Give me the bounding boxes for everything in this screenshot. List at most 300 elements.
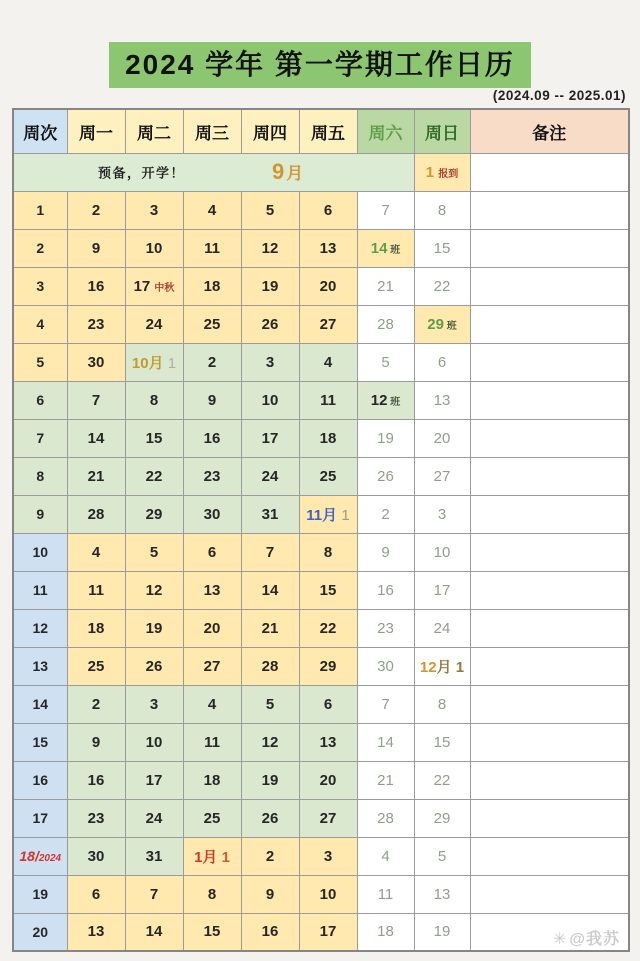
day-cell	[125, 191, 183, 229]
cell-text: 3	[323, 847, 333, 865]
cell-text: 10	[145, 733, 163, 751]
cell-text: 24	[261, 467, 279, 485]
cell-text: 19	[32, 886, 49, 902]
day-cell	[241, 419, 299, 457]
cell-text: 20	[32, 923, 49, 940]
cell-text: 2	[91, 201, 101, 219]
day-cell	[241, 381, 299, 419]
day-cell	[67, 191, 125, 229]
cell-text: 21	[87, 467, 105, 485]
day-cell	[357, 685, 414, 723]
cell-text: 10	[433, 543, 451, 561]
day-cell	[299, 191, 357, 229]
day-cell	[414, 761, 470, 799]
cell-text: 23	[203, 467, 221, 485]
remark-cell	[470, 761, 629, 799]
cell-text: 28	[377, 809, 394, 827]
cell-text: 14	[87, 429, 105, 447]
cell-text: 10	[261, 391, 279, 409]
week-row	[13, 267, 629, 305]
col-header-sat: 周六	[357, 109, 414, 153]
day-cell	[414, 875, 470, 913]
cell-text: 2	[91, 695, 101, 713]
cell-text: 17	[319, 923, 337, 941]
day-cell	[183, 799, 241, 837]
cell-text: 16	[261, 923, 279, 941]
cell-text: 26	[145, 657, 163, 675]
cell-text: 9	[91, 239, 101, 257]
cell-text: 12	[32, 620, 49, 636]
week-row	[13, 837, 629, 875]
day-cell	[414, 685, 470, 723]
day-cell	[299, 647, 357, 685]
cell-text: 5	[381, 353, 390, 371]
week-cell	[13, 571, 67, 609]
week-cell	[13, 305, 67, 343]
day-cell	[241, 191, 299, 229]
day-cell	[125, 913, 183, 951]
cell-text: 14	[32, 696, 49, 712]
week-row	[13, 647, 629, 685]
day-cell	[299, 381, 357, 419]
day-cell	[67, 457, 125, 495]
watermark-text: @我苏	[569, 931, 620, 948]
cell-text: 31	[261, 505, 279, 523]
cell-text: 12	[419, 658, 437, 676]
cell-text: 4	[323, 353, 333, 371]
day-cell	[299, 343, 357, 381]
day-cell	[67, 837, 125, 875]
week-cell	[13, 875, 67, 913]
cell-text: 11	[204, 733, 220, 751]
day-cell	[414, 609, 470, 647]
day-cell	[357, 723, 414, 761]
cell-text: 20	[319, 771, 337, 789]
day-cell	[357, 571, 414, 609]
cell-text: 9	[265, 885, 275, 903]
cell-text: 11	[32, 582, 48, 598]
day-cell	[299, 229, 357, 267]
cell-text: 11	[377, 885, 394, 903]
cell-text: 22	[433, 277, 451, 295]
cell-text: 24	[145, 809, 163, 827]
cell-text: 3	[149, 695, 159, 713]
week-row	[13, 305, 629, 343]
cell-text: 10	[145, 239, 163, 257]
day-cell	[183, 457, 241, 495]
cell-text: 7	[381, 695, 390, 713]
day-cell	[241, 685, 299, 723]
week-cell	[13, 533, 67, 571]
cell-text: 6	[323, 201, 333, 219]
day-cell	[357, 609, 414, 647]
day-cell	[125, 381, 183, 419]
week-cell	[13, 761, 67, 799]
cell-text: 12	[370, 391, 388, 409]
col-header-sun: 周日	[414, 109, 470, 153]
cell-text: 8	[323, 543, 333, 561]
day-cell	[125, 609, 183, 647]
day-cell	[241, 533, 299, 571]
cell-text: 班	[387, 244, 401, 256]
cell-text: 9	[207, 391, 217, 409]
cell-text: 3	[36, 278, 45, 294]
day-cell	[125, 723, 183, 761]
cell-text: 18	[377, 923, 394, 941]
cell-text: 4	[91, 543, 101, 561]
week-row	[13, 761, 629, 799]
cell-text: 6	[91, 885, 101, 903]
remark-cell	[470, 381, 629, 419]
day-cell	[125, 267, 183, 305]
cell-text: 17	[261, 429, 279, 447]
day-cell-registration	[414, 153, 470, 191]
cell-text: 4	[207, 201, 217, 219]
day-cell	[299, 723, 357, 761]
remark-cell	[470, 685, 629, 723]
cell-text: 15	[145, 429, 163, 447]
week-cell	[13, 723, 67, 761]
remark-cell	[470, 875, 629, 913]
day-cell	[67, 761, 125, 799]
cell-text: 23	[87, 809, 105, 827]
day-cell	[67, 647, 125, 685]
cell-text: 20	[203, 619, 221, 637]
cell-text: 27	[319, 809, 337, 827]
cell-text: 15	[433, 733, 451, 751]
month-row	[13, 153, 629, 191]
cell-text: 13	[433, 885, 451, 903]
col-header-mon: 周一	[67, 109, 125, 153]
day-cell	[183, 837, 241, 875]
cell-text: 15	[433, 239, 451, 257]
day-cell	[414, 799, 470, 837]
cell-text: 5	[265, 695, 275, 713]
day-cell	[357, 457, 414, 495]
cell-text: 24	[145, 315, 163, 333]
day-cell	[241, 343, 299, 381]
cell-text: 28	[377, 315, 394, 333]
week-cell	[13, 685, 67, 723]
week-row	[13, 457, 629, 495]
day-cell	[414, 343, 470, 381]
cell-text: 18	[203, 277, 221, 295]
day-cell	[183, 533, 241, 571]
day-cell	[241, 267, 299, 305]
cell-text: 25	[203, 809, 221, 827]
remark-cell	[470, 571, 629, 609]
day-cell	[125, 647, 183, 685]
cell-text: 15	[319, 581, 337, 599]
cell-text: 10	[131, 354, 149, 372]
cell-text: 3	[149, 201, 159, 219]
week-cell	[13, 267, 67, 305]
week-row	[13, 191, 629, 229]
cell-text: 3	[265, 353, 275, 371]
cell-text: 13	[319, 733, 337, 751]
day-cell	[357, 799, 414, 837]
cell-text: 5	[265, 201, 275, 219]
cell-text: 14	[377, 733, 394, 751]
cell-text: 6	[36, 392, 45, 408]
col-header-fri: 周五	[299, 109, 357, 153]
col-header-tue: 周二	[125, 109, 183, 153]
week-cell	[13, 647, 67, 685]
day-cell	[357, 229, 414, 267]
cell-text: 月	[202, 848, 218, 866]
cell-text: 3	[437, 505, 447, 523]
remark-cell	[470, 419, 629, 457]
cell-text: 8	[437, 695, 447, 713]
day-cell	[183, 913, 241, 951]
remark-cell	[470, 495, 629, 533]
col-header-week: 周次	[13, 109, 67, 153]
day-cell	[299, 685, 357, 723]
cell-text: 中秋	[154, 282, 175, 294]
cell-text: 1	[425, 163, 439, 181]
cell-text: 11	[204, 239, 220, 257]
day-cell	[357, 381, 414, 419]
week-cell	[13, 343, 67, 381]
day-cell	[67, 571, 125, 609]
cell-text: 11	[88, 581, 104, 599]
cell-text: 29	[145, 505, 163, 523]
cell-text: 27	[319, 315, 337, 333]
cell-text: 月	[148, 354, 164, 372]
month-label	[272, 159, 303, 185]
cell-text: 30	[87, 847, 105, 865]
cell-text: 1	[36, 202, 45, 218]
day-cell	[241, 723, 299, 761]
cell-text: 9	[36, 506, 45, 522]
day-cell	[67, 381, 125, 419]
month-unit: 月	[286, 164, 304, 183]
cell-text: 30	[203, 505, 221, 523]
day-cell	[67, 229, 125, 267]
cell-text: 21	[261, 619, 279, 637]
cell-text: 5	[149, 543, 159, 561]
day-cell	[414, 533, 470, 571]
cell-text: 16	[203, 429, 221, 447]
day-cell	[414, 571, 470, 609]
day-cell	[414, 837, 470, 875]
day-cell	[299, 913, 357, 951]
day-cell	[357, 875, 414, 913]
cell-text: 19	[377, 429, 394, 447]
week-row	[13, 609, 629, 647]
cell-text: 月	[436, 658, 452, 676]
day-cell	[125, 457, 183, 495]
day-cell	[183, 381, 241, 419]
day-cell	[241, 229, 299, 267]
cell-text: 16	[87, 771, 105, 789]
day-cell	[357, 191, 414, 229]
week-cell	[13, 913, 67, 951]
day-cell	[357, 761, 414, 799]
cell-text: 25	[203, 315, 221, 333]
day-cell	[67, 685, 125, 723]
day-cell	[183, 571, 241, 609]
cell-text: 4	[381, 847, 390, 865]
cell-text: 7	[36, 430, 45, 446]
day-cell	[357, 343, 414, 381]
day-cell	[183, 229, 241, 267]
cell-text: 8	[36, 468, 45, 484]
cell-text: 12	[261, 733, 279, 751]
day-cell	[414, 457, 470, 495]
day-cell	[125, 419, 183, 457]
cell-text: 18	[319, 429, 337, 447]
day-cell	[241, 799, 299, 837]
day-cell	[125, 533, 183, 571]
day-cell	[357, 495, 414, 533]
day-cell	[241, 837, 299, 875]
cell-text: 1	[451, 658, 465, 676]
cell-text: 19	[261, 771, 279, 789]
day-cell	[357, 647, 414, 685]
cell-text: 27	[433, 467, 451, 485]
cell-text: 7	[381, 201, 390, 219]
cell-text: 17	[145, 771, 163, 789]
day-cell	[357, 419, 414, 457]
cell-text: 8	[437, 201, 447, 219]
day-cell	[183, 495, 241, 533]
remark-cell	[470, 647, 629, 685]
date-range: (2024.09 -- 2025.01)	[492, 88, 626, 103]
cell-text: 9	[381, 543, 390, 561]
cell-text: 19	[145, 619, 163, 637]
day-cell	[125, 495, 183, 533]
cell-text: 7	[91, 391, 101, 409]
day-cell	[414, 723, 470, 761]
day-cell	[299, 495, 357, 533]
col-header-thu: 周四	[241, 109, 299, 153]
cell-text: 5	[437, 847, 447, 865]
cell-text: 26	[261, 809, 279, 827]
day-cell	[125, 305, 183, 343]
week-cell	[13, 495, 67, 533]
cell-text: 月	[322, 506, 338, 524]
month-banner	[13, 153, 414, 191]
remark-cell	[470, 153, 629, 191]
week-row	[13, 495, 629, 533]
remark-cell	[470, 609, 629, 647]
day-cell	[299, 419, 357, 457]
day-cell	[241, 571, 299, 609]
cell-text: 21	[377, 771, 394, 789]
cell-text: 15	[32, 734, 49, 750]
day-cell	[414, 419, 470, 457]
day-cell	[357, 913, 414, 951]
day-cell	[67, 799, 125, 837]
week-cell	[13, 419, 67, 457]
day-cell	[125, 571, 183, 609]
cell-text: 27	[203, 657, 221, 675]
cell-text: 8	[149, 391, 159, 409]
cell-text: 10	[319, 885, 337, 903]
day-cell	[67, 495, 125, 533]
cell-text: 9	[91, 733, 101, 751]
week-cell	[13, 457, 67, 495]
week-row	[13, 875, 629, 913]
cell-text: 22	[433, 771, 451, 789]
day-cell	[183, 609, 241, 647]
cell-text: 26	[377, 467, 394, 485]
month-number: 9	[272, 159, 285, 184]
day-cell	[414, 267, 470, 305]
remark-cell	[470, 723, 629, 761]
day-cell	[125, 799, 183, 837]
calendar-table	[12, 108, 630, 952]
watermark-icon: ✳	[552, 931, 568, 948]
cell-text: 20	[319, 277, 337, 295]
day-cell	[299, 267, 357, 305]
cell-text: 28	[87, 505, 105, 523]
week-row	[13, 229, 629, 267]
week-cell	[13, 381, 67, 419]
calendar-body	[13, 153, 629, 951]
remark-cell	[470, 191, 629, 229]
day-cell	[299, 761, 357, 799]
cell-text: 19	[261, 277, 279, 295]
cell-text: 6	[437, 353, 447, 371]
day-cell	[67, 533, 125, 571]
day-cell	[183, 343, 241, 381]
col-header-remarks: 备注	[470, 109, 629, 153]
day-cell	[67, 913, 125, 951]
day-cell	[241, 457, 299, 495]
week-row	[13, 381, 629, 419]
cell-text: 22	[145, 467, 163, 485]
cell-text: 18/	[19, 848, 39, 864]
cell-text: 20	[433, 429, 451, 447]
cell-text: 26	[261, 315, 279, 333]
cell-text: 30	[87, 353, 105, 371]
cell-text: 23	[87, 315, 105, 333]
page-title: 2024 学年 第一学期工作日历	[109, 42, 531, 88]
cell-text: 31	[145, 847, 163, 865]
day-cell	[241, 609, 299, 647]
day-cell	[414, 191, 470, 229]
cell-text: 13	[87, 923, 105, 941]
remark-cell	[470, 267, 629, 305]
cell-text: 1	[337, 506, 350, 524]
cell-text: 25	[87, 657, 105, 675]
day-cell	[183, 875, 241, 913]
page-header	[0, 42, 640, 88]
cell-text: 2024	[38, 853, 62, 864]
day-cell	[414, 381, 470, 419]
day-cell	[241, 305, 299, 343]
day-cell	[414, 913, 470, 951]
day-cell	[67, 305, 125, 343]
cell-text: 23	[377, 619, 394, 637]
day-cell	[299, 799, 357, 837]
header-row	[13, 109, 629, 153]
week-cell	[13, 229, 67, 267]
remark-cell	[470, 837, 629, 875]
cell-text: 1	[194, 848, 203, 866]
day-cell	[183, 723, 241, 761]
day-cell	[67, 875, 125, 913]
cell-text: 1	[217, 848, 230, 866]
day-cell	[414, 495, 470, 533]
cell-text: 2	[381, 505, 390, 523]
calendar-header	[13, 109, 629, 153]
day-cell	[357, 267, 414, 305]
week-row	[13, 571, 629, 609]
cell-text: 12	[261, 239, 279, 257]
